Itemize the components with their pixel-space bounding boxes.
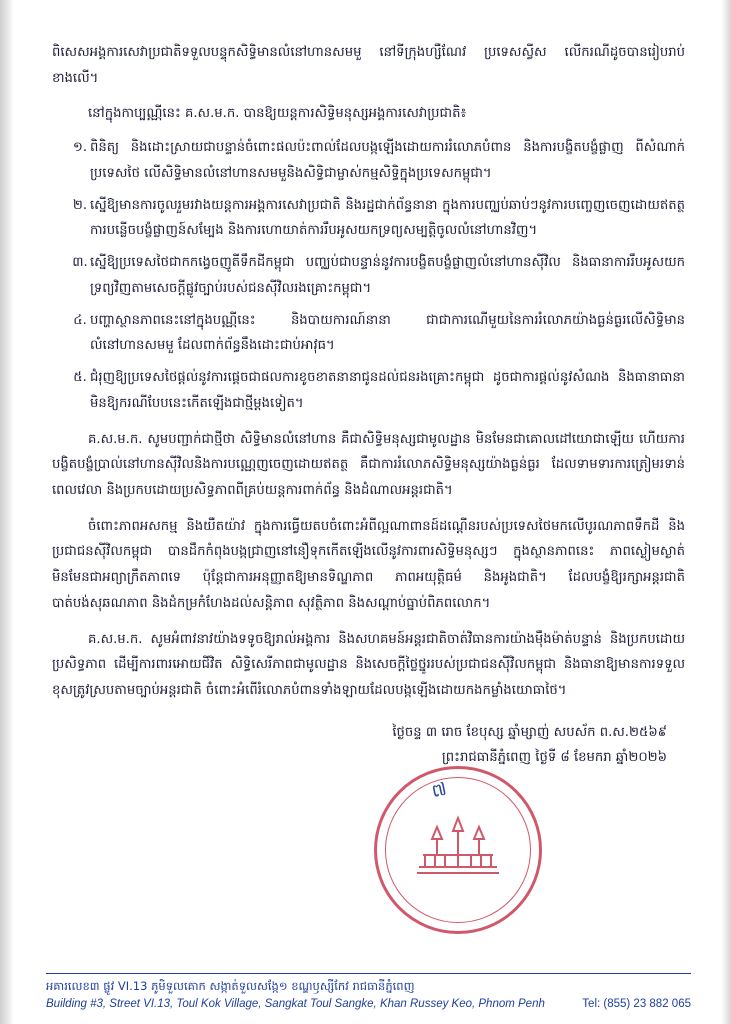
- list-item-text: ស្នើឱ្យមានការចូលរួមរវាងយន្តការអង្គការសេវាប្រជាតិ និងរដ្ឋជាក់ព័ន្ធនានា ក្នុងការបញ្ឈប់ឆាប់ៗនូវការបញ្ចេញចេញដោយឥតត្ថ ការបន្លើចបង្ខំផ្លាញន៍សម្បែង និងការហោយាត់ការរឹបអូសយកទ្រព្យសម្បត្តិចូលលំនៅហានវិញ។: [90, 197, 685, 239]
- list-item-marker: ១.: [72, 140, 88, 156]
- footer-telephone: Tel: (855) 23 882 065: [582, 998, 691, 1010]
- list-item-text: ស្នើឱ្យប្រទេសថៃជាកកង្វេចញូតីទឹកដីកម្ពុជា បញ្ឈប់ជាបន្ទាន់នូវការបង្ខិតបង្ខំផ្លាញលំនៅហានសុីវិល និងធានាការរឹបអូសយកទ្រព្យវិញតាមសេចក្តីផ្លូវច្បាប់របស់ជនសុីវិលរងគ្រោះកម្ពុជា។: [90, 255, 685, 296]
- list-item-text: ជំរុញឱ្យប្រទេសថៃផ្តល់នូវការផ្តេចជាផលការខូចខាតនានាជូនដល់ជនរងគ្រោះកម្ពុជា ដូចជាការផ្តល់នូវសំណង និងធានាធានាមិនឱ្យករណីបែបនេះកើតឡើងជាថ្មីម្តងទៀត។: [90, 370, 685, 411]
- footer-address-khmer: អគារលេខ៣ ផ្លូវ VI.13 ភូមិទួលគោក សង្កាត់ទួលសង្កែ១ ខណ្ឌឫស្សីកែវ រាជធានីភ្នំពេញ: [46, 979, 415, 993]
- document-body: [52, 40, 685, 914]
- body-paragraph-2: ចំពោះភាពអសកម្ម និងយឺតយ៉ាវ ក្នុងការធ្វើយតបចំពោះអំពីល្អណាពានដ៍ដណ្តើនរបស់ប្រទេសថៃមកលើបូរណភាពទឹកដី និងប្រជាជនសុីវិលកម្ពុជា បានដឹកកំពុងបង្កជ្រាញនៅនឿទុកកើតឡើងលើនូវការពារសិទ្ធិមនុស្សៗ ក្នុងស្ថានភាពនេះ ភាពស្ងៀមស្ងាត់ មិនមែនជាអព្យាក្រឹតភាពទេ ប៉ុន្តែជាការអនុញ្ញាតឱ្យមានទិណ្ឌភាព ភាពអយុត្តិធម៌ និងអូងជាតិ។ ដែលបង្ខំឱ្យរក្សាអន្តរជាតិបាត់បង់សុឆណភាព និងដំកម្រកំហែងដល់សន្តិភាព សុវត្ថិភាព និងសណ្តាប់ធ្នាប់ពិភពលោក។: [52, 518, 685, 611]
- list-item: [52, 308, 685, 359]
- opening-paragraph-1: ពិសេសអង្គការសេវាប្រជាតិទទួលបន្ទុកសិទ្ធិមានលំនៅហានសមមួ នៅទីក្រុងហ្សឺណែវ ប្រទេសស្វីស លើករណីដូចបានរៀបរាប់ខាងលើ។: [52, 45, 685, 86]
- signature-block: [52, 720, 685, 770]
- list-item: [52, 250, 685, 301]
- footer-contact-row: [46, 998, 691, 1010]
- official-seal-stamp: [374, 766, 542, 934]
- numbered-list: [52, 135, 685, 416]
- footer-address-english: Building #3, Street VI.13, Toul Kok Village, Sangkat Toul Sangke, Khan Russey Keo, Phnom Penh: [46, 998, 545, 1010]
- list-item-marker: ២.: [72, 197, 88, 213]
- body-paragraph-1: គ.ស.ម.ក. សូមបញ្ជាក់ជាថ្មីថា សិទ្ធិមានលំនៅហាន គឺជាសិទ្ធិមនុស្សជាមូលដ្ឋាន មិនមែនជាគោលដៅយោជាឡើយ ហើយការបង្ខិតបង្ខំប្រាល់នៅហានសុីវិលនិងការបណ្ណេញចេញដោយឥតត្ថ គឺជាការរំលោភសិទ្ធិមនុស្សយ៉ាងធ្ងន់ធ្ងរ ដែលទាមទារការត្រៀមរទាន់ពេលវេលា និងប្រកបដោយប្រសិទ្ធភាពពីគ្រប់យន្តការពាក់ព័ន្ធ និងដំណាលអន្តរជាតិ។: [52, 431, 685, 499]
- list-item-marker: ៥.: [73, 370, 87, 386]
- list-item-marker: ៤.: [73, 312, 87, 328]
- list-item: [52, 193, 685, 244]
- footer-divider: [46, 973, 691, 974]
- list-item-text: ពិនិត្យ និងដោះស្រាយជាបន្ទាន់ចំពោះផលប៉ះពាល់ដែលបង្កឡើងដោយការរំលោភបំពាន និងការបង្ខិតបង្ខំផ្លាញ ពីសំណាក់ប្រទេសថៃ លើសិទ្ធិមានលំនៅហានសមមួនិងសិទ្ធិជាម្ចាស់កម្មសិទ្ធិក្នុងប្រទេសកម្ពុជា។: [90, 140, 685, 181]
- list-item: [52, 365, 685, 416]
- signature-date-khmer: ថ្ងៃចន្ទ ៣ រោច ខែបុស្ស ឆ្នាំម្សាញ់ សបស័ក ព.ស.២៥៦៩: [392, 724, 667, 740]
- list-item-text: បញ្ហាស្ថានភាពនេះនៅក្នុងបណ្ណីនេះ និងបាយការណ៍នានា ជាជាការណើមួយនៃការរំលោភយ៉ាងធ្ងន់ធ្ងរលើសិទ្ធិមានលំនៅហានសមមួ ដែលពាក់ព័ន្ធនឹងដោះជាប់អាវុធ។: [90, 312, 685, 354]
- list-item: [52, 135, 685, 186]
- opening-paragraph-2: នៅក្នុងកាប្បណ្ណីនេះ គ.ស.ម.ក. បានឱ្យយន្តការសិទ្ធិមនុស្សអង្គការសេវាប្រជាតិ៖: [88, 106, 467, 122]
- list-item-marker: ៣.: [72, 255, 88, 271]
- page-footer: [46, 973, 691, 1010]
- body-paragraph-3: គ.ស.ម.ក. សូមអំពាវនាវយ៉ាងទទូចឱ្យរាល់អង្គការ និងសហគមន៍អន្តរជាតិចាត់វិធានការយ៉ាងម៉ឹងម៉ាត់បន្ទាន់ និងប្រកបដោយប្រសិទ្ធភាព ដើម្បីការពារអោយជីវិត សិទ្ធិសេរីភាពជាមូលដ្ឋាន និងសេចក្តីថ្លៃថ្នូររបស់ប្រជាជនសុីវិលកម្ពុជា និងធានាឱ្យមានការទទួលខុសត្រូវស្របតាមច្បាប់អន្តរជាតិ ចំពោះអំពើរំលោភបំពានទាំងឡាយដែលបង្កឡើងដោយកងកម្លាំងយោធាថៃ។: [52, 631, 685, 699]
- stamp-area: [52, 764, 685, 914]
- signature-date-gregorian: ព្រះរាជធានីភ្នំពេញ ថ្ងៃទី ៨ ខែមករា ឆ្នាំ២០២៦: [441, 749, 667, 765]
- handwritten-initial: ៧: [429, 778, 449, 803]
- angkor-temple-icon: [415, 815, 501, 877]
